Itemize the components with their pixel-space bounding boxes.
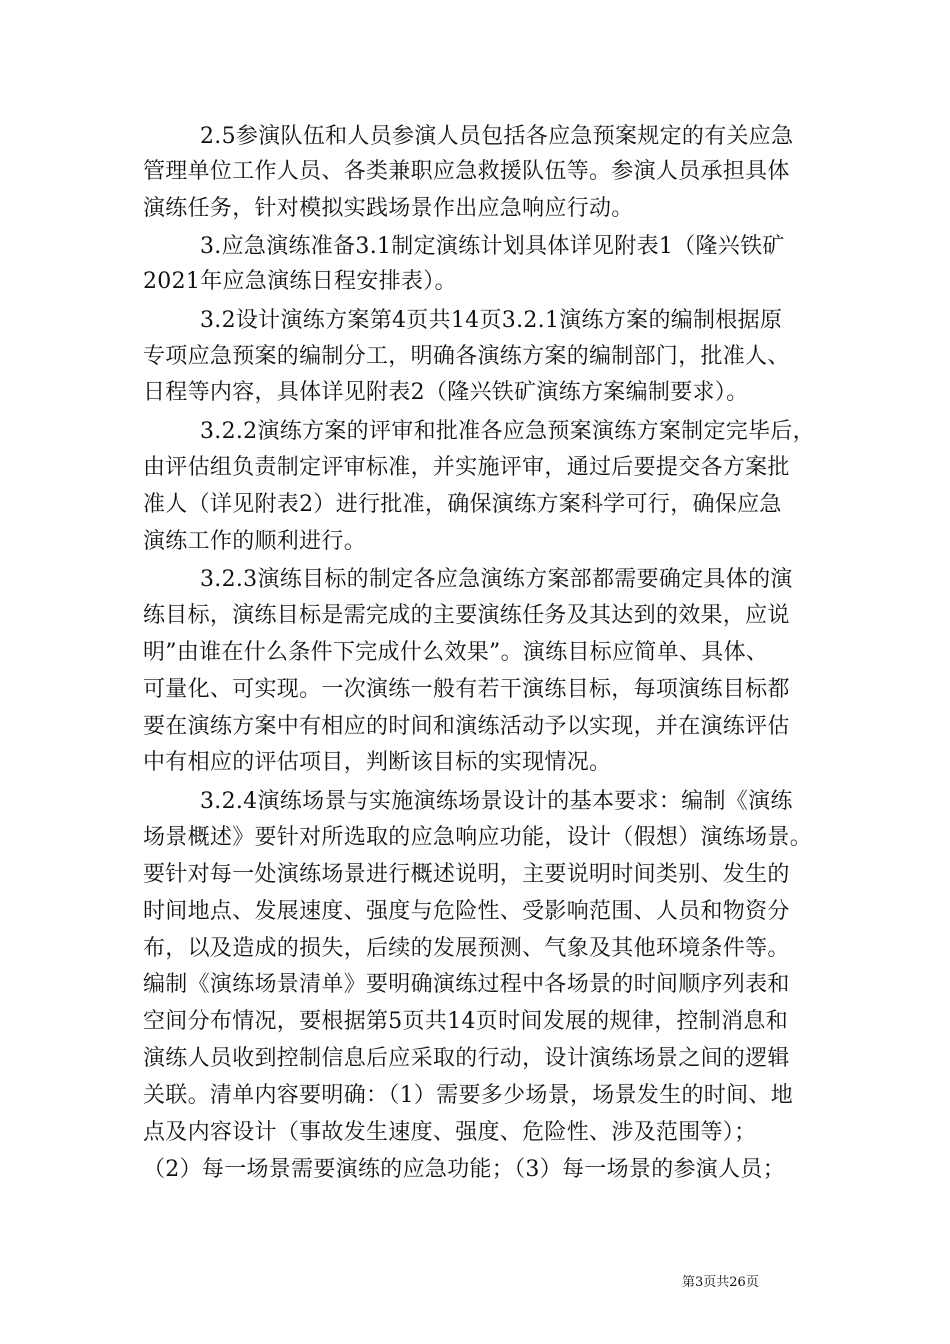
paragraph-line: 准人（详见附表2）进行批准，确保演练方案科学可行，确保应急	[143, 492, 782, 517]
paragraph-line: 日程等内容，具体详见附表2（隆兴铁矿演练方案编制要求）。	[143, 380, 749, 405]
paragraph-line: 编制《演练场景清单》要明确演练过程中各场景的时间顺序列表和	[143, 972, 790, 997]
paragraph-line: 专项应急预案的编制分工，明确各演练方案的编制部门，批准人、	[143, 344, 790, 369]
paragraph-line: 点及内容设计（事故发生速度、强度、危险性、涉及范围等）；	[143, 1120, 757, 1145]
paragraph-line: 中有相应的评估项目，判断该目标的实现情况。	[143, 750, 612, 775]
paragraph-line: 要针对每一处演练场景进行概述说明，主要说明时间类别、发生的	[143, 862, 790, 887]
paragraph-line: 要在演练方案中有相应的时间和演练活动予以实现，并在演练评估	[143, 714, 790, 739]
paragraph-line: 管理单位工作人员、各类兼职应急救援队伍等。参演人员承担具体	[143, 159, 790, 184]
paragraph-line: 由评估组负责制定评审标准，并实施评审，通过后要提交各方案批	[143, 455, 790, 480]
page-number: 第3页共26页	[682, 1275, 759, 1290]
paragraph-line: 3.2设计演练方案第4页共14页3.2.1演练方案的编制根据原	[200, 308, 783, 333]
paragraph-line: 关联。清单内容要明确：（1）需要多少场景，场景发生的时间、地	[143, 1083, 793, 1108]
paragraph-line: 场景概述》要针对所选取的应急响应功能，设计（假想）演练场景。	[143, 825, 813, 850]
paragraph-line: 布，以及造成的损失，后续的发展预测、气象及其他环境条件等。	[143, 936, 790, 961]
paragraph-line: 3.应急演练准备3.1制定演练计划具体详见附表1（隆兴铁矿	[200, 234, 785, 259]
paragraph-line: 2021年应急演练日程安排表）。	[143, 269, 457, 294]
paragraph-line: 空间分布情况，要根据第5页共14页时间发展的规律，控制消息和	[143, 1009, 788, 1034]
paragraph-line: 明”由谁在什么条件下完成什么效果”。演练目标应简单、具体、	[143, 640, 769, 665]
paragraph-line: 3.2.4演练场景与实施演练场景设计的基本要求：编制《演练	[200, 789, 793, 814]
paragraph-line: 3.2.2演练方案的评审和批准各应急预案演练方案制定完毕后，	[200, 419, 815, 444]
paragraph-line: 演练人员收到控制信息后应采取的行动，设计演练场景之间的逻辑	[143, 1046, 790, 1071]
paragraph-line: 3.2.3演练目标的制定各应急演练方案部都需要确定具体的演	[200, 567, 793, 592]
paragraph-line: 演练任务，针对模拟实践场景作出应急响应行动。	[143, 196, 634, 221]
paragraph-line: 时间地点、发展速度、强度与危险性、受影响范围、人员和物资分	[143, 899, 790, 924]
paragraph-line: 练目标，演练目标是需完成的主要演练任务及其达到的效果，应说	[143, 603, 790, 628]
paragraph-line: 演练工作的顺利进行。	[143, 529, 367, 554]
paragraph-line: （2）每一场景需要演练的应急功能；（3）每一场景的参演人员；	[143, 1157, 785, 1182]
paragraph-line: 2.5参演队伍和人员参演人员包括各应急预案规定的有关应急	[200, 124, 794, 149]
paragraph-line: 可量化、可实现。一次演练一般有若干演练目标，每项演练目标都	[143, 677, 790, 702]
